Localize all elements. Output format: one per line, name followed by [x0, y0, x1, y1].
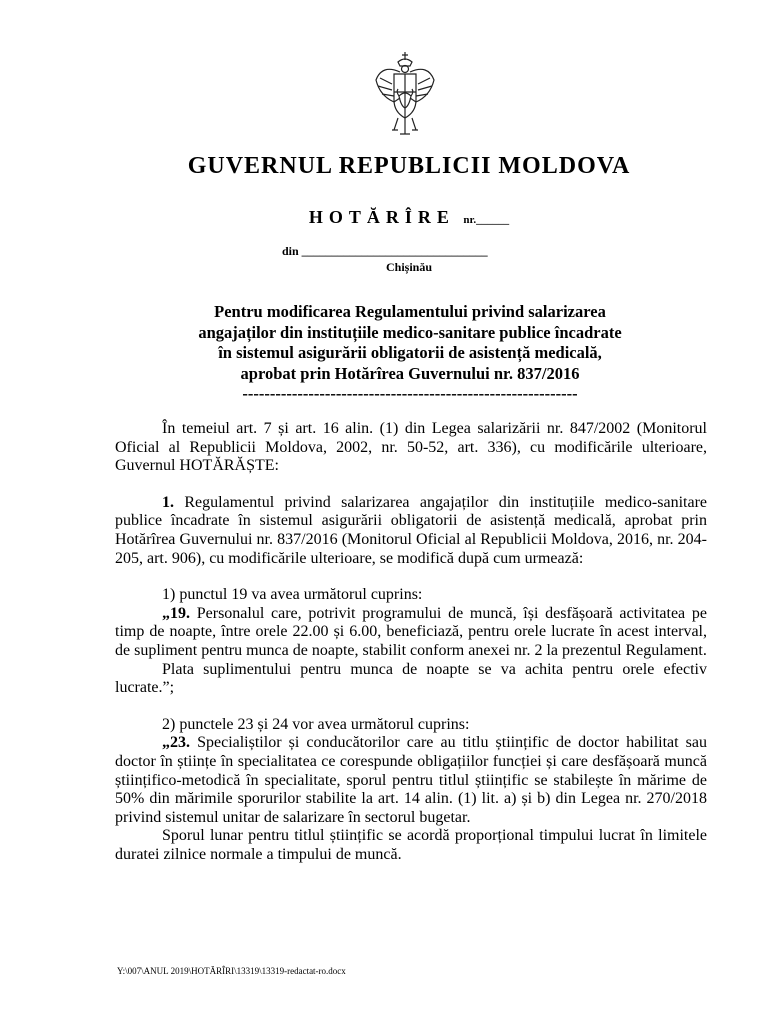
point-number: „23.: [162, 734, 190, 752]
decision-number-field: nr.______: [463, 214, 510, 226]
decision-heading: [0, 207, 768, 228]
point-19-paragraph: [115, 605, 707, 661]
subject-line: angajaților din instituțiile medico-sanitare publice încadrate: [198, 322, 622, 342]
file-path-footer: Y:\007\ANUL 2019\HOTĂRÎRI\13319\13319-redactat-ro.docx: [117, 966, 346, 976]
preamble-paragraph: În temeiul art. 7 și art. 16 alin. (1) din Legea salarizării nr. 847/2002 (Monitorul Oficial al Republicii Moldova, 2002, nr. 50-52, art. 336), cu modificările ulterioare, Guvernul HOTĂRĂȘTE:: [115, 420, 707, 475]
point-text: Personalul care, potrivit programului de muncă, își desfășoară activitatea pe timp de noapte, între orele 22.00 și 6.00, beneficiază, pentru orele lucrate în acest interval, de supliment pentru munca de noapte, stabilit conform anexei nr. 2 la prezentul Regulament.: [115, 604, 707, 659]
subject-line: Pentru modificarea Regulamentului privind salarizarea: [214, 302, 606, 321]
point-number: „19.: [162, 604, 190, 622]
article-number: 1.: [162, 493, 174, 511]
item-1-heading: 1) punctul 19 va avea următorul cuprins:: [162, 586, 423, 604]
subject-divider: -------------------------------------------------------------: [242, 384, 578, 403]
point-text: Specialiștilor și conducătorilor care au titlu științific de doctor habilitat sau doctor în științe în specialitatea ce corespunde obligațiilor funcției și care desfășoară muncă științifico-metodică în specialitate, sporul pentru titlul științific se stabilește în mărime de 50% din mărimile sporurilor stabilite la art. 14 alin. (1) lit. a) și b) din Legea nr. 270/2018 privind sistemul unitar de salarizare în sectorul bugetar.: [115, 734, 707, 826]
decision-place: Chișinău: [385, 260, 433, 274]
government-title: GUVERNUL REPUBLICII MOLDOVA: [187, 153, 631, 179]
decision-subject: [60, 302, 760, 405]
point-23-second-paragraph: Sporul lunar pentru titlul științific se acordă proporțional timpului lucrat în limitele duratei zilnice normale a timpului de muncă.: [115, 827, 707, 863]
subject-line: în sistemul asigurării obligatorii de asistență medicală,: [218, 343, 602, 362]
moldova-coat-of-arms-icon: [372, 50, 438, 138]
item-2-heading: 2) punctele 23 și 24 vor avea următorul cuprins:: [162, 715, 470, 733]
decision-word: HOTĂRÎRE: [308, 207, 455, 227]
article-text: Regulamentul privind salarizarea angajaților din instituțiile medico-sanitare publice încadrate în sistemul asigurării obligatorii de asistență medicală, aprobat prin Hotărîrea Guvernului nr. 837/2016 (Monitorul Oficial al Republicii Moldova, 2016, nr. 204-205, art. 906), cu modificările ulterioare, se modifică după cum urmează:: [115, 493, 707, 567]
decision-body: [115, 420, 707, 864]
decision-date-field: din _______________________________: [282, 244, 488, 258]
point-23-paragraph: [115, 734, 707, 827]
article-1-paragraph: [115, 494, 707, 568]
point-19-second-paragraph: Plata suplimentului pentru munca de noapte se va achita pentru orele efectiv lucrate.”;: [115, 660, 707, 697]
subject-line: aprobat prin Hotărîrea Guvernului nr. 837/2016: [240, 363, 580, 383]
